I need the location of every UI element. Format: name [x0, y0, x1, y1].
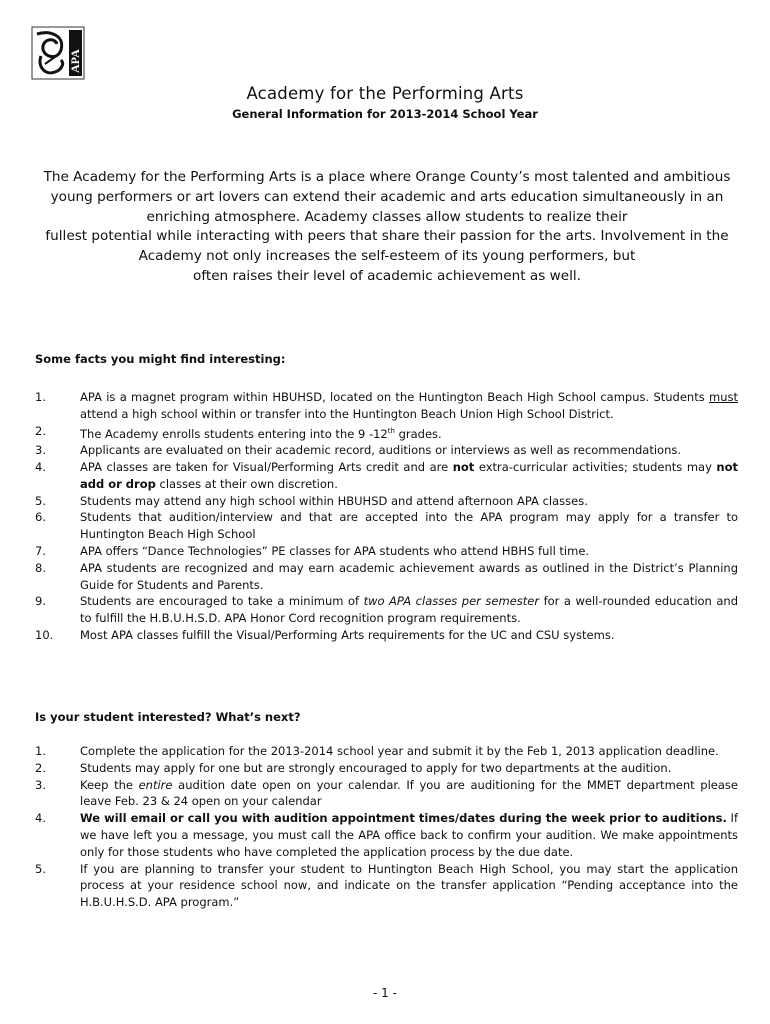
facts-heading: Some facts you might find interesting:: [35, 352, 286, 366]
list-item: 10. Most APA classes fulfill the Visual/Performing Arts requirements for the UC and CSU systems.: [35, 627, 615, 642]
intro-line: often raises their level of academic achievement as well.: [193, 267, 581, 284]
page-number: - 1 -: [373, 986, 397, 1000]
list-item: 9. Students are encouraged to take a minimum of two APA classes per semester for a well-rounded education and to fulfill the H.B.U.H.S.D. APA Honor Cord recognition program requirements.: [35, 594, 738, 626]
facts-list: [35, 389, 738, 644]
intro-line: The Academy for the Performing Arts is a place where Orange County’s most talented and ambitious: [43, 169, 731, 185]
list-item: 6. Students that audition/interview and that are accepted into the APA program may apply for a transfer to Huntington Beach High School: [35, 510, 738, 542]
list-item: 8. APA students are recognized and may earn academic achievement awards as outlined in the District’s Planning Guide for Students and Parents.: [35, 560, 738, 592]
list-item: 2. Students may apply for one but are strongly encouraged to apply for two departments at the audition.: [35, 760, 672, 775]
list-item: 4. APA classes are taken for Visual/Performing Arts credit and are not extra-curricular activities; students may not add or drop classes at their own discretion.: [35, 460, 738, 491]
list-item: 4. We will email or call you with audition appointment times/dates during the week prior to auditions. If we have left you a message, you must call the APA office back to confirm your audition. We make appointments only for those students who have completed the application process by the due date.: [35, 811, 738, 859]
list-item: 1. APA is a magnet program within HBUHSD, located on the Huntington Beach High School campus. Students must attend a high school within or transfer into the Huntington Beach Union High School District.: [35, 390, 738, 421]
intro-line: fullest potential while interacting with peers that share their passion for the arts. Involvement in the: [45, 228, 729, 245]
list-item: 5. If you are planning to transfer your student to Huntington Beach High School, you may start the application process at your residence school now, and indicate on the transfer application “Pending acceptance into the H.B.U.H.S.D. APA program.”: [35, 861, 738, 910]
list-item: 7. APA offers “Dance Technologies” PE classes for APA students who attend HBHS full time.: [35, 544, 590, 558]
page-title: Academy for the Performing Arts: [246, 84, 524, 103]
intro-line: enriching atmosphere. Academy classes allow students to realize their: [146, 208, 628, 225]
page-subtitle: General Information for 2013-2014 School Year: [232, 107, 538, 121]
apa-logo: [31, 26, 85, 80]
next-steps-list: [35, 743, 738, 911]
list-item: 5. Students may attend any high school within HBUHSD and attend afternoon APA classes.: [35, 493, 588, 508]
intro-line: young performers or art lovers can extend their academic and arts education simultaneously in an: [50, 188, 724, 205]
apa-logo-icon: [31, 26, 85, 80]
intro-line: Academy not only increases the self-esteem of its young performers, but: [138, 248, 636, 265]
list-item: 1. Complete the application for the 2013-2014 school year and submit it by the Feb 1, 2013 application deadline.: [35, 744, 719, 758]
list-item: 2. The Academy enrolls students entering into the 9 -12th grades.: [35, 423, 442, 441]
intro-paragraph: [30, 168, 744, 287]
list-item: 3. Applicants are evaluated on their academic record, auditions or interviews as well as recommendations.: [35, 443, 682, 458]
next-steps-heading: Is your student interested? What’s next?: [35, 710, 301, 724]
svg-text:APA: APA: [68, 49, 82, 73]
list-item: 3. Keep the entire audition date open on your calendar. If you are auditioning for the MMET department please leave Feb. 23 & 24 open on your calendar: [35, 777, 738, 809]
